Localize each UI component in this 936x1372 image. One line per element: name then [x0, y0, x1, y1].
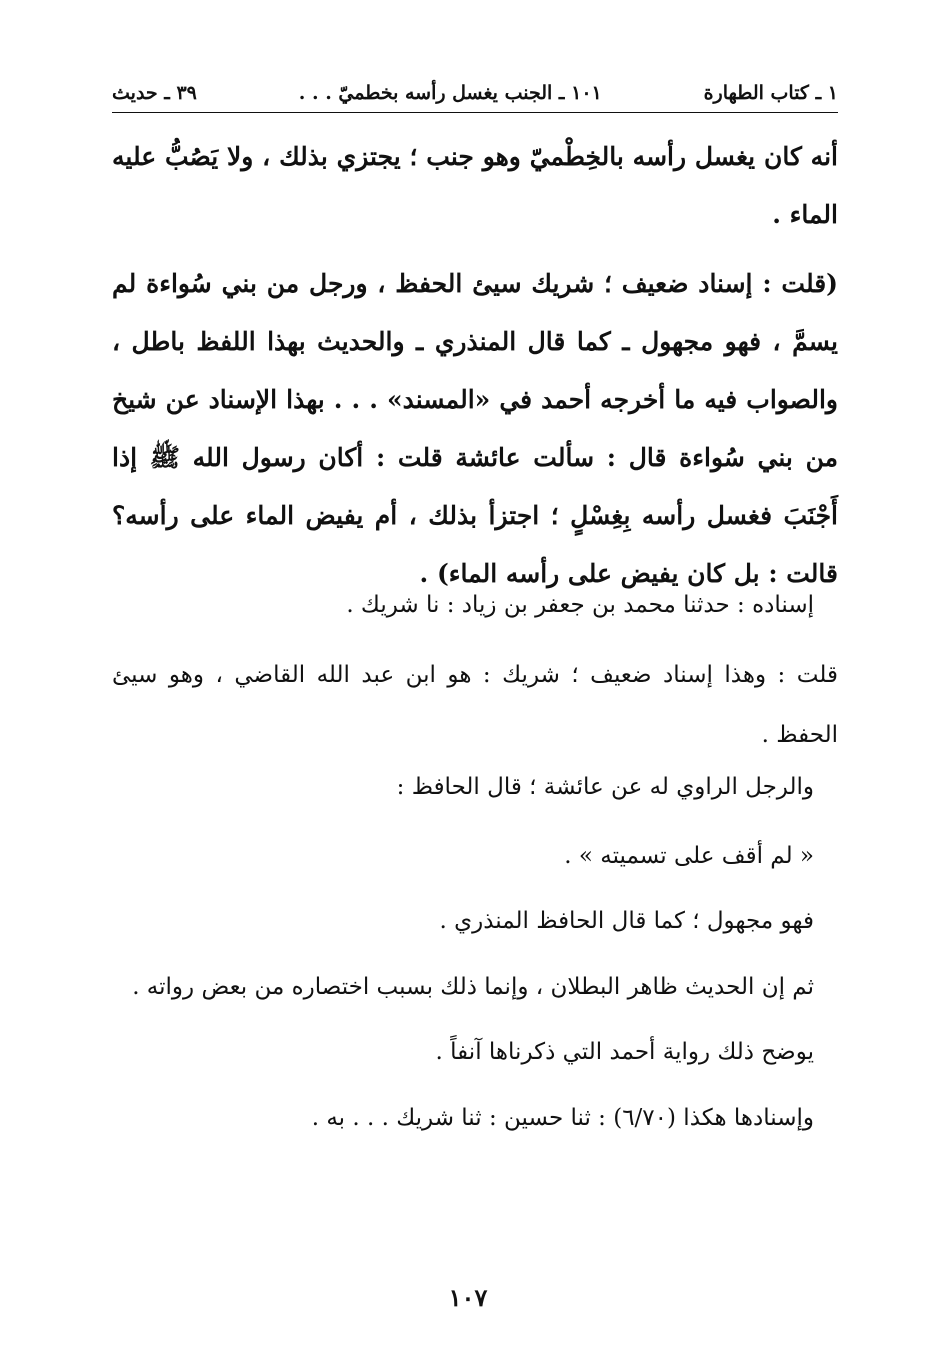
quote-paragraph: « لم أقف على تسميته » .: [564, 843, 814, 869]
majhul-paragraph: فهو مجهول ؛ كما قال الحافظ المنذري .: [439, 908, 814, 934]
section-title: ١٠١ ـ الجنب يغسل رأسه بخطميّ . . .: [298, 82, 602, 104]
running-header: [112, 74, 838, 113]
hadith-text: أنه كان يغسل رأسه بالخِطْميّ وهو جنب ؛ يجتزي بذلك ، ولا يَصُبُّ عليه الماء .: [112, 142, 838, 229]
page-number: ١٠٧: [448, 1283, 488, 1312]
author-comment: (قلت : إسناد ضعيف ؛ شريك سيئ الحفظ ، ورجل من بني سُواءة لم يسمَّ ، فهو مجهول ـ كما قال المنذري ـ والحديث بهذا اللفظ باطل ، والصواب فيه ما أخرجه أحمد في «المسند» . . . بهذا الإسناد عن شيخ من بني سُواءة قال : سألت عائشة قلت : أكان رسول الله ﷺ إذا أَجْنَبَ فغسل رأسه بِغِسْلٍ ؛ اجتزأ بذلك ، أم يفيض الماء على رأسه؟ قالت : بل كان يفيض على رأسه الماء) .: [112, 269, 838, 588]
chapter-title: ١ ـ كتاب الطهارة: [703, 82, 838, 104]
clarification-paragraph: يوضح ذلك رواية أحمد التي ذكرناها آنفاً .: [435, 1039, 814, 1065]
isnad-grading-paragraph: قلت : وهذا إسناد ضعيف ؛ شريك : هو ابن عبد الله القاضي ، وهو سيئ الحفظ .: [112, 662, 838, 748]
hadith-number: ٣٩ ـ حديث: [112, 82, 197, 104]
batil-paragraph: ثم إن الحديث ظاهر البطلان ، وإنما ذلك بسبب اختصاره من بعض رواته .: [132, 974, 814, 1000]
isnad-paragraph: إسناده : حدثنا محمد بن جعفر بن زياد : نا شريك .: [346, 592, 814, 618]
narrator-paragraph: والرجل الراوي له عن عائشة ؛ قال الحافظ :: [396, 774, 814, 800]
sanad-paragraph: وإسنادها هكذا (٦/٧٠) : ثنا حسين : ثنا شريك . . . به .: [311, 1105, 814, 1131]
